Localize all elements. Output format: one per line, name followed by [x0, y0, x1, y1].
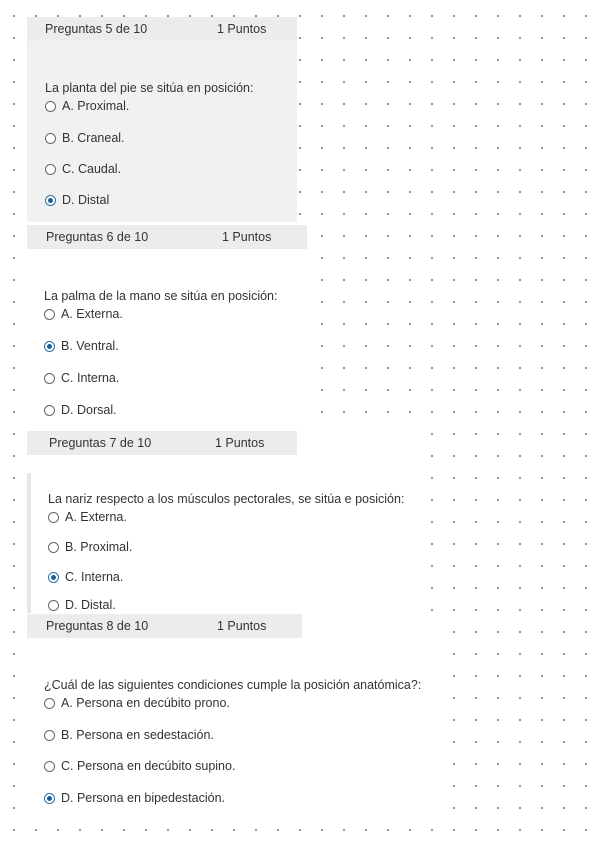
- answer-label: B. Ventral.: [61, 339, 119, 353]
- answer-option-b[interactable]: [44, 727, 214, 743]
- question-points: 1 Puntos: [217, 22, 267, 36]
- radio-button[interactable]: [48, 600, 59, 611]
- answer-option-a[interactable]: [48, 509, 127, 525]
- question-card-6: [27, 225, 312, 428]
- answer-label: A. Externa.: [65, 510, 127, 524]
- radio-button[interactable]: [44, 698, 55, 709]
- answer-option-b[interactable]: [44, 338, 119, 354]
- answer-label: B. Craneal.: [62, 131, 125, 145]
- answer-option-d[interactable]: [44, 402, 117, 418]
- question-number: Preguntas 8 de 10: [46, 619, 149, 633]
- answer-label: C. Persona en decúbito supino.: [61, 759, 236, 773]
- answer-option-d[interactable]: [44, 790, 225, 806]
- question-text: ¿Cuál de las siguientes condiciones cumple la posición anatómica?:: [44, 678, 422, 692]
- question-header: [27, 431, 297, 455]
- radio-button-selected[interactable]: [45, 195, 56, 206]
- question-card-5: [27, 17, 297, 222]
- answer-option-c[interactable]: [44, 370, 119, 386]
- question-points: 1 Puntos: [222, 230, 272, 244]
- question-text: La planta del pie se sitúa en posición:: [45, 81, 254, 95]
- left-accent-bar: [27, 473, 31, 613]
- radio-button[interactable]: [44, 405, 55, 416]
- radio-button[interactable]: [45, 164, 56, 175]
- answer-label: A. Externa.: [61, 307, 123, 321]
- answer-option-c[interactable]: [48, 569, 123, 585]
- answer-label: C. Interna.: [65, 570, 124, 584]
- answer-label: D. Persona en bipedestación.: [61, 791, 225, 805]
- radio-button-selected[interactable]: [44, 793, 55, 804]
- answer-option-a[interactable]: [45, 98, 129, 114]
- question-header: [27, 17, 297, 41]
- radio-button[interactable]: [45, 133, 56, 144]
- answer-option-b[interactable]: [45, 130, 125, 146]
- answer-option-c[interactable]: [44, 758, 235, 774]
- question-header: [27, 225, 307, 249]
- answer-option-d[interactable]: [45, 192, 109, 208]
- question-points: 1 Puntos: [217, 619, 267, 633]
- answer-label: A. Persona en decúbito prono.: [61, 696, 230, 710]
- answer-label: B. Persona en sedestación.: [61, 728, 214, 742]
- answer-label: C. Caudal.: [62, 162, 122, 176]
- radio-button[interactable]: [48, 542, 59, 553]
- radio-button[interactable]: [45, 101, 56, 112]
- question-header: [27, 614, 302, 638]
- question-number: Preguntas 7 de 10: [49, 436, 152, 450]
- question-text: La palma de la mano se sitúa en posición:: [44, 289, 278, 303]
- question-text: La nariz respecto a los músculos pectorales, se sitúa e posición:: [48, 492, 405, 506]
- answer-option-c[interactable]: [45, 161, 121, 177]
- answer-label: B. Proximal.: [65, 540, 133, 554]
- radio-button-selected[interactable]: [48, 572, 59, 583]
- answer-label: D. Dorsal.: [61, 403, 117, 417]
- answer-option-b[interactable]: [48, 539, 132, 555]
- radio-button[interactable]: [44, 730, 55, 741]
- answer-label: D. Distal.: [65, 598, 116, 612]
- radio-button[interactable]: [44, 373, 55, 384]
- question-number: Preguntas 6 de 10: [46, 230, 149, 244]
- answer-option-a[interactable]: [44, 695, 230, 711]
- answer-option-a[interactable]: [44, 306, 123, 322]
- radio-button[interactable]: [48, 512, 59, 523]
- question-number: Preguntas 5 de 10: [45, 22, 148, 36]
- answer-option-d[interactable]: [48, 598, 116, 612]
- answer-label: C. Interna.: [61, 371, 120, 385]
- radio-button[interactable]: [44, 309, 55, 320]
- answer-label: D. Distal: [62, 193, 110, 207]
- question-card-7: [27, 431, 418, 613]
- answer-label: A. Proximal.: [62, 99, 130, 113]
- radio-button[interactable]: [44, 761, 55, 772]
- radio-button-selected[interactable]: [44, 341, 55, 352]
- question-points: 1 Puntos: [215, 436, 265, 450]
- question-card-8: [27, 614, 437, 818]
